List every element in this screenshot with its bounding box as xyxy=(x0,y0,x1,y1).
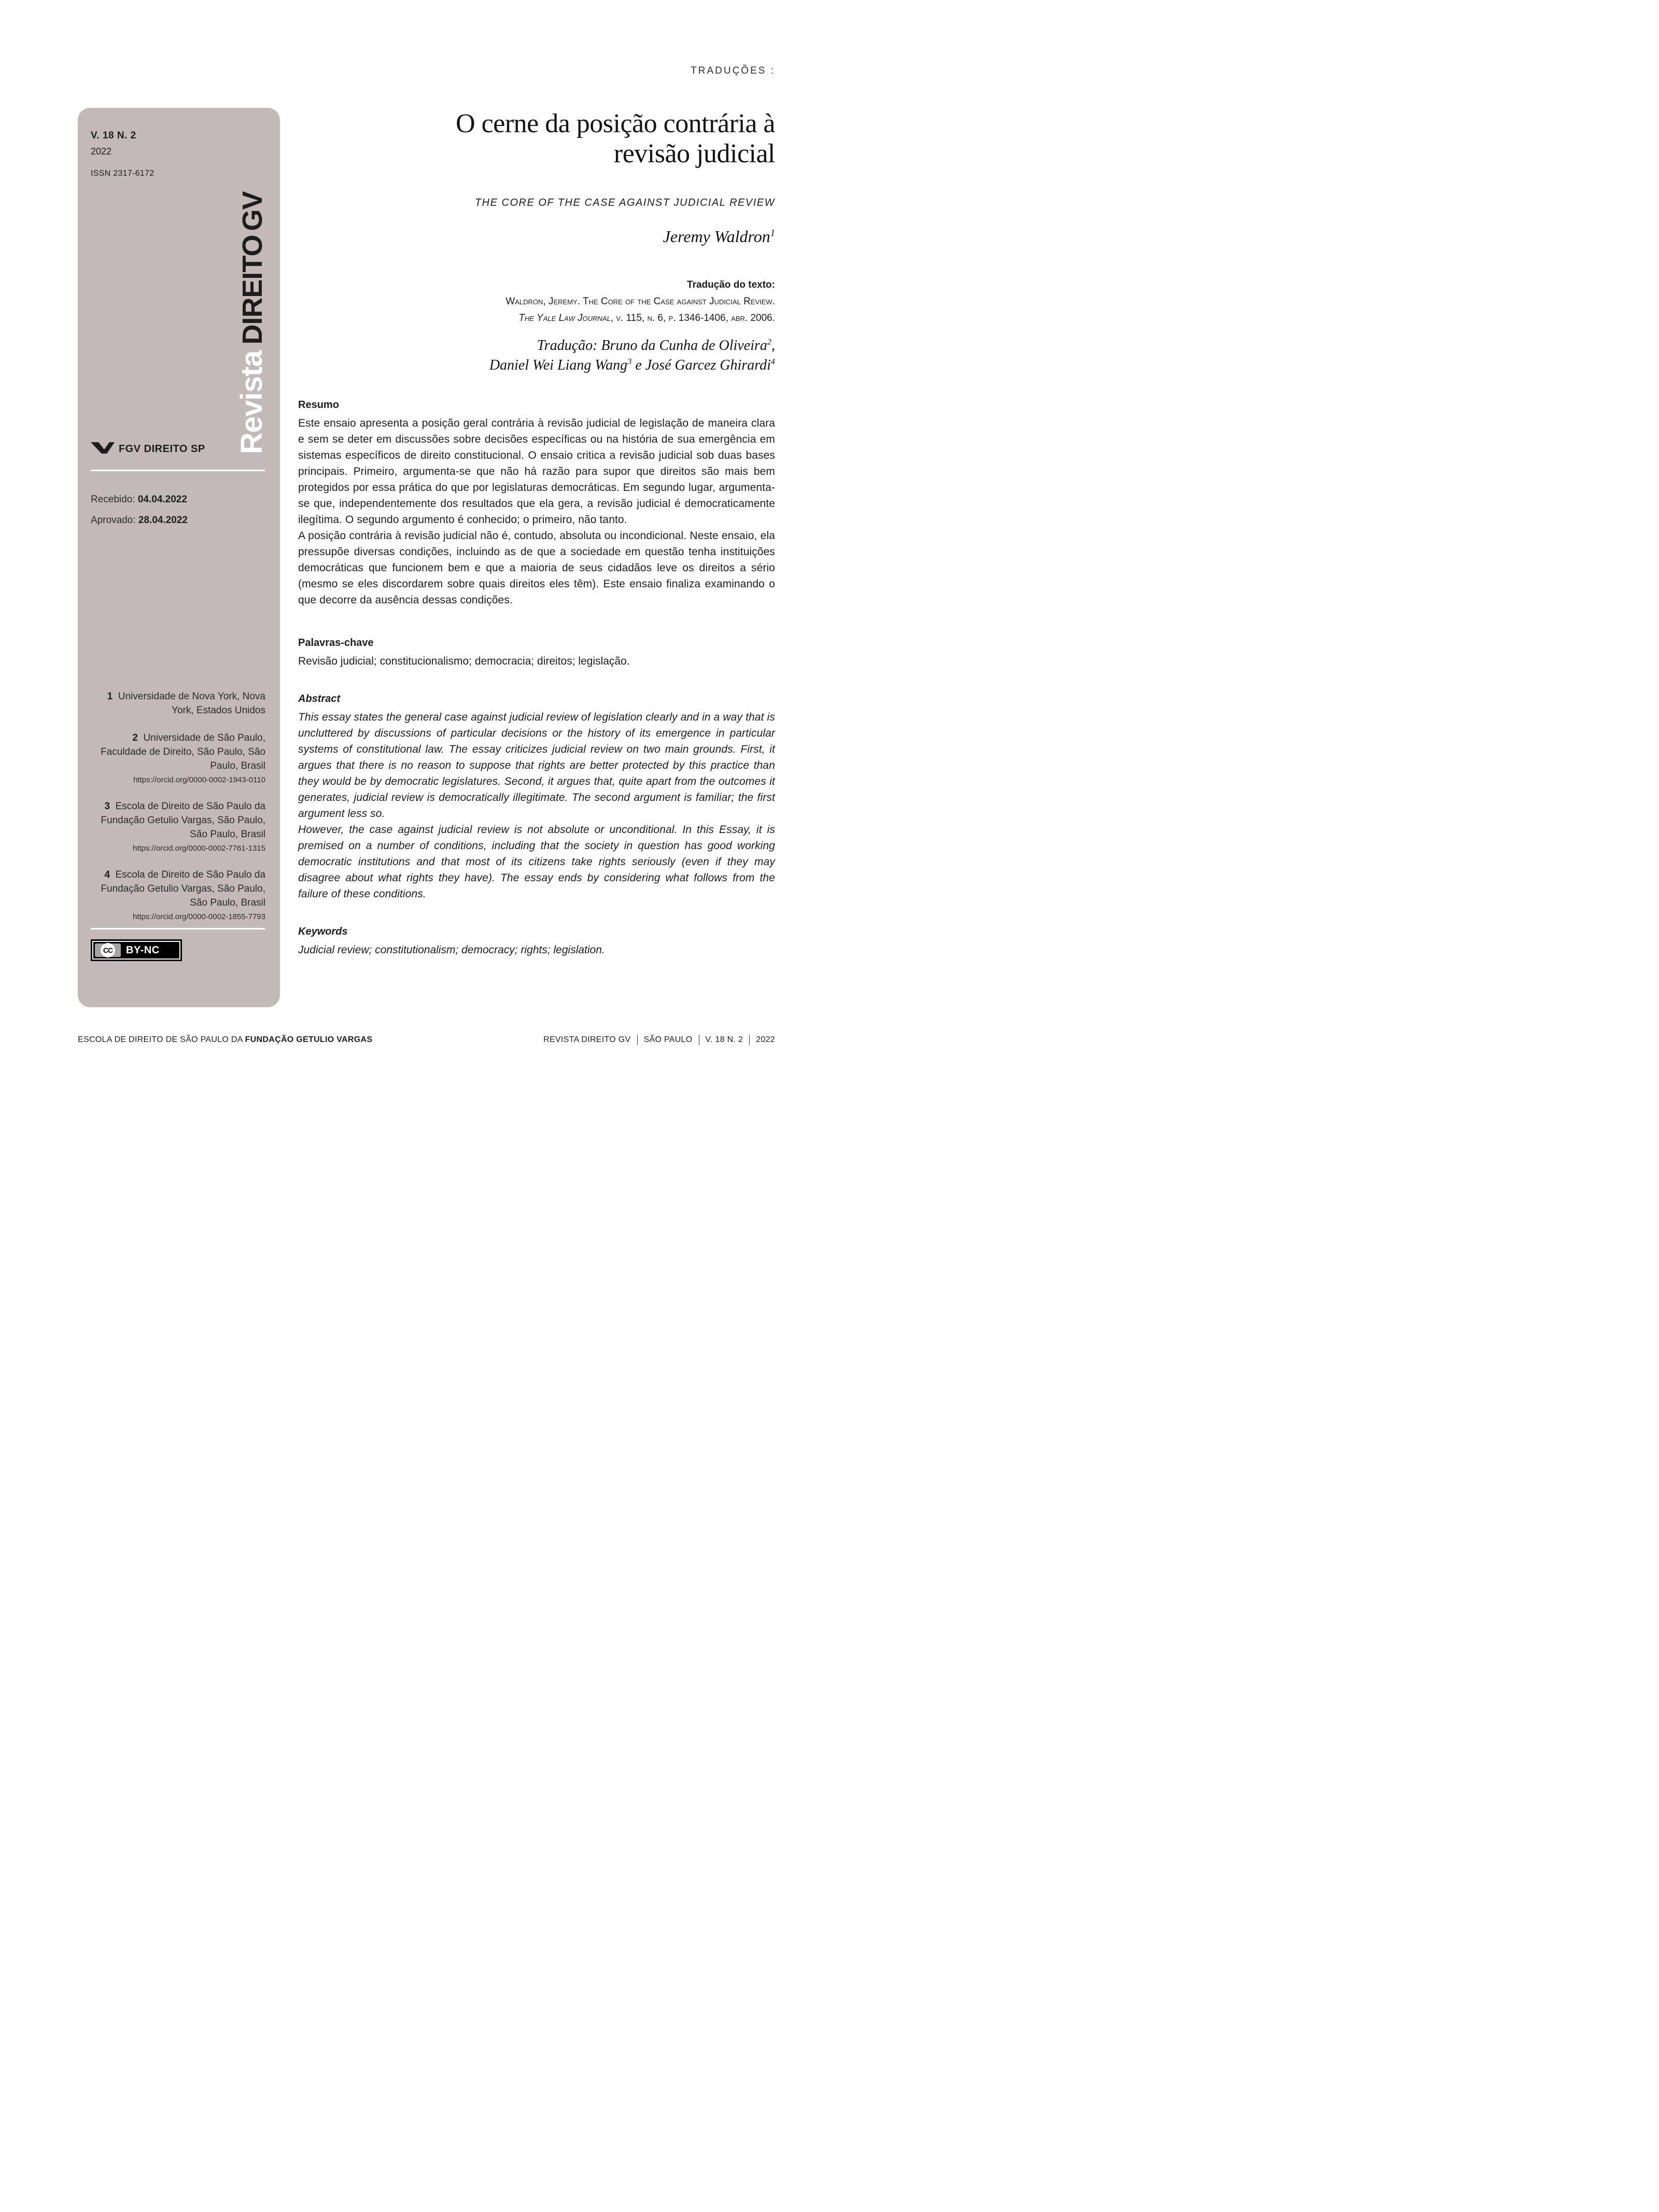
footnote-text: Universidade de Nova York, Nova York, Estados Unidos xyxy=(113,691,265,716)
cc-badge-inner xyxy=(92,941,180,960)
keywords-heading: Keywords xyxy=(298,926,348,937)
abstract-paragraph-1: This essay states the general case against judicial review of legislation clearly and in a way that is uncluttered by discussions of particular decisions or the history of its emergence in particular systems of constitutional law. The essay criticizes judicial review on two main grounds. First, it argues that there is no reason to suppose that rights are better protected by this practice than they would be by democratic legislatures. Second, it argues that, quite apart from the outcomes it generates, judicial review is democratically illegitimate. The second argument is familiar; the first argument less so. xyxy=(298,711,775,820)
footnote xyxy=(87,731,265,786)
cc-icon: CC xyxy=(101,943,115,957)
translation-prefix: Tradução: xyxy=(537,337,601,354)
approved-label: Aprovado: xyxy=(91,515,138,526)
footer-separator xyxy=(749,1035,750,1045)
author-name: Jeremy Waldron xyxy=(663,227,770,246)
translation-line-2 xyxy=(205,356,775,375)
brand-word-gv: GV xyxy=(237,191,268,231)
footer-item: REVISTA DIREITO GV xyxy=(543,1035,631,1044)
fgv-logo-icon xyxy=(91,441,115,458)
article-title-line-1: O cerne da posição contrária à xyxy=(456,109,775,138)
fgv-logo xyxy=(91,441,205,458)
sidebar-divider-top xyxy=(91,470,265,471)
footer-item: 2022 xyxy=(756,1035,775,1044)
received-date xyxy=(91,489,188,510)
received-label: Recebido: xyxy=(91,494,138,505)
citation-label: Tradução do texto: xyxy=(687,279,775,290)
footnote-number: 2 xyxy=(132,732,138,743)
citation-journal-name: The Yale Law Journal xyxy=(518,313,611,323)
citation-line-2 xyxy=(205,310,775,327)
issn: ISSN 2317-6172 xyxy=(91,169,154,178)
issue-year: 2022 xyxy=(91,146,112,157)
translator-footnote-ref-3: 4 xyxy=(770,357,775,367)
footnote-text: Escola de Direito de São Paulo da Fundação Getulio Vargas, São Paulo, São Paulo, Brasil xyxy=(101,869,265,908)
citation-volume-info: , v. 115, n. 6, p. 1346-1406, abr. 2006. xyxy=(610,313,775,323)
footer-foundation-name: FUNDAÇÃO GETULIO VARGAS xyxy=(245,1035,373,1044)
resumo-body xyxy=(298,415,775,608)
footer-right xyxy=(543,1035,775,1045)
cc-icon-backdrop xyxy=(95,943,121,957)
translator-name-2: Daniel Wei Liang Wang xyxy=(489,357,628,373)
abstract-paragraph-2: However, the case against judicial review is not absolute or unconditional. In this Essay, it is premised on a number of conditions, including that the society in question has good working democratic institutions and that most of its citizens take rights seriously (even if they may disagree about what rights they have). The essay ends by considering what follows from the failure of these conditions. xyxy=(298,824,775,900)
translation-credit xyxy=(205,336,775,375)
section-kicker: TRADUÇÕES : xyxy=(691,65,775,76)
palavras-chave-heading: Palavras-chave xyxy=(298,637,374,649)
issue-meta xyxy=(91,131,154,178)
orcid-link[interactable]: https://orcid.org/0000-0002-1855-7793 xyxy=(132,912,265,921)
translation-separator: , xyxy=(771,337,775,354)
spacer xyxy=(298,608,775,637)
citation-line-1: Waldron, Jeremy. The Core of the Case against Judicial Review. xyxy=(505,296,775,307)
resumo-paragraph-1: Este ensaio apresenta a posição geral contrária à revisão judicial de legislação de maneira clara e sem se deter em discussões sobre decisões específicas ou na história de sua emergência em sistemas específicos de direito constitucional. O ensaio critica a revisão judicial sob duas bases principais. Primeiro, argumenta-se que não há razão para supor que direitos são mais bem protegidos por essa prática do que por legislaturas democráticas. Em segundo lugar, argumenta-se que, independentemente dos resultados que ela gera, a revisão judicial é democraticamente ilegítima. O segundo argumento é conhecido; o primeiro, não tanto. xyxy=(298,417,775,526)
article-title xyxy=(205,109,775,169)
footnote-text: Escola de Direito de São Paulo da Fundação Getulio Vargas, São Paulo, São Paulo, Brasil xyxy=(101,801,265,840)
footer-item: V. 18 N. 2 xyxy=(705,1035,743,1044)
orcid-link[interactable]: https://orcid.org/0000-0002-7761-1315 xyxy=(132,844,265,853)
footnote xyxy=(87,689,265,717)
abstract-body xyxy=(298,709,775,902)
translation-line-1 xyxy=(205,336,775,356)
footer-left xyxy=(78,1035,372,1045)
footnote xyxy=(87,799,265,854)
footnote-text: Universidade de São Paulo, Faculdade de Direito, São Paulo, São Paulo, Brasil xyxy=(101,732,265,771)
translator-name-1: Bruno da Cunha de Oliveira xyxy=(601,337,767,354)
footer-school-name: ESCOLA DE DIREITO DE SÃO PAULO DA xyxy=(78,1035,245,1044)
page-footer xyxy=(78,1035,775,1045)
brand-word-direito: DIREITO xyxy=(237,235,268,345)
volume-number: V. 18 N. 2 xyxy=(91,130,136,141)
approved-value: 28.04.2022 xyxy=(138,515,188,526)
resumo-heading: Resumo xyxy=(298,399,339,411)
fgv-logo-text: FGV DIREITO SP xyxy=(119,443,205,455)
orcid-link[interactable]: https://orcid.org/0000-0002-1943-0110 xyxy=(133,776,265,784)
translation-conjunction: e xyxy=(631,357,645,373)
translator-footnote-ref-2: 3 xyxy=(627,357,632,367)
resumo-paragraph-2: A posição contrária à revisão judicial não é, contudo, absoluta ou incondicional. Neste ensaio, ela pressupõe diversas condições, incluindo as de que a sociedade em questão tenha instituições democráticas que funcionem bem e que a maioria de seus cidadãos leve os direitos a sério (mesmo se eles discordarem sobre quais direitos eles têm). Este ensaio finaliza examinando o que decorre da ausência dessas condições. xyxy=(298,530,775,606)
article-subtitle-en: THE CORE OF THE CASE AGAINST JUDICIAL REVIEW xyxy=(474,197,775,208)
author-line xyxy=(308,227,775,246)
journal-first-page xyxy=(0,0,830,1106)
review-dates xyxy=(91,489,188,531)
footnote-number: 3 xyxy=(104,801,110,812)
received-value: 04.04.2022 xyxy=(137,494,187,505)
spacer xyxy=(298,902,775,926)
footer-separator xyxy=(637,1035,638,1045)
cc-license-label: BY-NC xyxy=(126,944,160,956)
approved-date xyxy=(91,510,188,531)
sidebar-divider-bottom xyxy=(91,928,265,929)
footnote-number: 4 xyxy=(104,869,110,880)
keywords-text: Judicial review; constitutionalism; democracy; rights; legislation. xyxy=(298,944,605,956)
footnote-list xyxy=(87,689,265,936)
footnote-number: 1 xyxy=(107,691,113,702)
source-citation xyxy=(205,277,775,327)
abstract-heading: Abstract xyxy=(298,693,341,705)
translator-footnote-ref-1: 2 xyxy=(767,337,771,347)
article-title-line-2: revisão judicial xyxy=(613,139,775,168)
footer-item: SÃO PAULO xyxy=(643,1035,693,1044)
footnote xyxy=(87,868,265,923)
abstract-column xyxy=(298,399,775,958)
cc-license-badge[interactable] xyxy=(91,939,182,961)
author-footnote-ref: 1 xyxy=(770,228,775,239)
palavras-chave-text: Revisão judicial; constitucionalismo; democracia; direitos; legislação. xyxy=(298,655,630,667)
translator-name-3: José Garcez Ghirardi xyxy=(645,357,771,373)
sidebar-panel xyxy=(78,108,280,1007)
brand-word-revista: Revista xyxy=(235,350,269,454)
spacer xyxy=(298,669,775,693)
